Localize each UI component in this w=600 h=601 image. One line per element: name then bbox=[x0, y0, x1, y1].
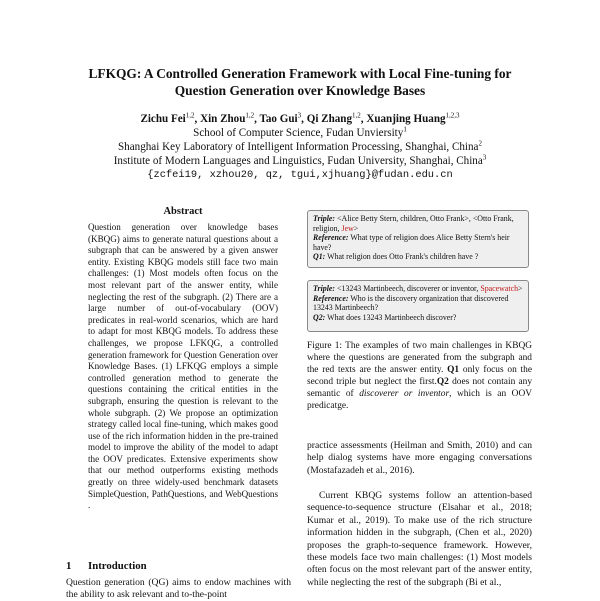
caption-part: Figure 1: The examples of two main challenges in KBQG where the questions are generated from the subgraph and the red texts are the answer entity. bbox=[307, 341, 532, 376]
answer-entity: Spacewatch bbox=[480, 284, 519, 293]
affiliation-text: Shanghai Key Laboratory of Intelligent Information Processing, Shanghai, China bbox=[118, 141, 479, 153]
question-line bbox=[313, 313, 523, 323]
reference-line bbox=[313, 233, 523, 252]
affiliation-sup: 2 bbox=[478, 139, 482, 148]
author-sup: 3 bbox=[297, 111, 302, 120]
affiliation-text: Institute of Modern Languages and Linguistics, Fudan University, Shanghai, China bbox=[113, 155, 483, 167]
triple-line bbox=[313, 284, 523, 294]
right-column-paragraph-2: Current KBQG systems follow an attention-based sequence-to-sequence structure (Elsahar et al., 2018; Kumar et al., 2019). To make use of the rich structure information hidden in the subgraph, (Chen et al., 2020) proposes the graph-to-sequence framework. However, these models face two main challenges: (1) Most models often focus on the most relevant part of the answer entity, while neglecting the rest of the subgraph (Bi et al., bbox=[307, 490, 532, 588]
caption-part: only focus on the second triple but neglect the first. bbox=[307, 365, 533, 388]
abstract-text: Question generation over knowledge bases (KBQG) aims to generate natural questions about a subgraph that can be answered by a given answer entity. Existing KBQG models still face two main challenges: (1) Most models often focus on the most relevant part of the answer entity, while neglecting the rest of the subgraph. (2) There are a large number of out-of-vocabulary (OOV) predicates in real-world scenarios, which are hard to adapt for most KBQG models. To address these challenges, we propose LFKQG, a controlled generation framework for Question Generation over Knowledge Bases. (1) LFKQG employs a simple controlled generation method to generate the questions containing the critical entities in the subgraph, ensuring the question is relevant to the whole subgraph. (2) We propose an optimization strategy called local fine-tuning, which makes good use of the rich information hidden in the pre-trained model to improve the ability of the model to adapt the OOV predicates. Extensive experiments show that our method outperforms existing methods greatly on three widely-used benchmark datasets SimpleQuestion, PathQuestions, and WebQuestions . bbox=[88, 222, 278, 511]
triple-end: > bbox=[518, 284, 523, 293]
author-name: Tao Gui bbox=[259, 113, 298, 125]
section-number: 1 bbox=[66, 560, 72, 572]
caption-part: does not contain any semantic of bbox=[307, 377, 533, 400]
caption-q2: Q2 bbox=[436, 377, 449, 388]
section-title: Introduction bbox=[88, 560, 147, 572]
reference-label: Reference: bbox=[313, 233, 349, 243]
question-label: Q1: bbox=[313, 252, 326, 262]
author-name: Qi Zhang bbox=[306, 113, 353, 125]
question-value: What does 13243 Martinbeech discover? bbox=[327, 312, 457, 322]
affiliation-sup: 3 bbox=[482, 153, 487, 162]
question-value: What religion does Otto Frank's children have ? bbox=[327, 252, 479, 262]
author-name: Zichu Fei bbox=[140, 113, 186, 125]
caption-part: , which is an OOV predicatge. bbox=[307, 389, 532, 412]
triple-label: Triple: bbox=[313, 284, 336, 293]
affiliation-2 bbox=[40, 140, 560, 154]
reference-label: Reference: bbox=[313, 293, 349, 303]
right-column-paragraph-1: practice assessments (Heilman and Smith, 2010) and can help dialog systems have more engaging conversations (Mostafazadeh et al., 2016). bbox=[307, 440, 532, 476]
author-name: Xin Zhou bbox=[200, 113, 246, 125]
author-sup: 1,2,3 bbox=[445, 111, 460, 120]
reference-value: Who is the discovery organization that discovered 13243 Martinbeech? bbox=[313, 293, 509, 313]
figure-example-box-2 bbox=[307, 280, 529, 332]
author-email[interactable]: {zcfei19, xzhou20, qz, tgui,xjhuang}@fudan.edu.cn bbox=[147, 169, 453, 181]
figure-example-box-1 bbox=[307, 210, 529, 268]
title-line-1: LFKQG: A Controlled Generation Framework with Local Fine-tuning for bbox=[88, 66, 512, 81]
affiliation-text: School of Computer Science, Fudan Unviersity bbox=[193, 127, 404, 139]
reference-value: What type of religion does Alice Betty Stern's heir have? bbox=[313, 233, 510, 252]
reference-line bbox=[313, 294, 523, 313]
figure-caption bbox=[307, 340, 532, 413]
author-sup: 1,2 bbox=[245, 111, 255, 120]
abstract-heading: Abstract bbox=[163, 206, 203, 217]
triple-value: <Alice Betty Stern, children, Otto Frank>, <Otto Frank, religion, bbox=[313, 214, 514, 233]
caption-emphasis: discoverer or inventor bbox=[359, 389, 450, 400]
section-heading-introduction bbox=[66, 560, 286, 572]
answer-entity: Jew bbox=[341, 223, 354, 233]
triple-line: Triple: <Alice Betty Stern, children, Otto Frank>, <Otto Frank, religion, Jew> bbox=[313, 214, 514, 233]
affiliation-sup: 1 bbox=[403, 125, 407, 134]
question-label: Q2: bbox=[313, 312, 326, 322]
introduction-text: Question generation (QG) aims to endow machines with the ability to ask relevant and to-the-point bbox=[66, 577, 291, 601]
triple-label: Triple: bbox=[313, 214, 336, 223]
author-sup: 1,2 bbox=[185, 111, 195, 120]
affiliation-1 bbox=[40, 126, 560, 140]
caption-q1: Q1 bbox=[447, 365, 460, 376]
author-name: Xuanjing Huang bbox=[366, 113, 446, 125]
author-sup: 1,2 bbox=[352, 111, 361, 120]
title-line-2: Question Generation over Knowledge Bases bbox=[174, 82, 426, 98]
affiliation-3 bbox=[40, 154, 560, 168]
question-line bbox=[313, 252, 523, 262]
author-list: Zichu Fei$^{1,2}$, Xin Zhou$^{1,2}$, Tao Gui$^3$, Qi Zhang$^{1,2}$, Xuanjing Huang$^{1,2,3}$ bbox=[140, 111, 460, 125]
paper-title bbox=[40, 66, 560, 99]
triple-value: <13243 Martinbeech, discoverer or inventor, bbox=[337, 284, 479, 293]
